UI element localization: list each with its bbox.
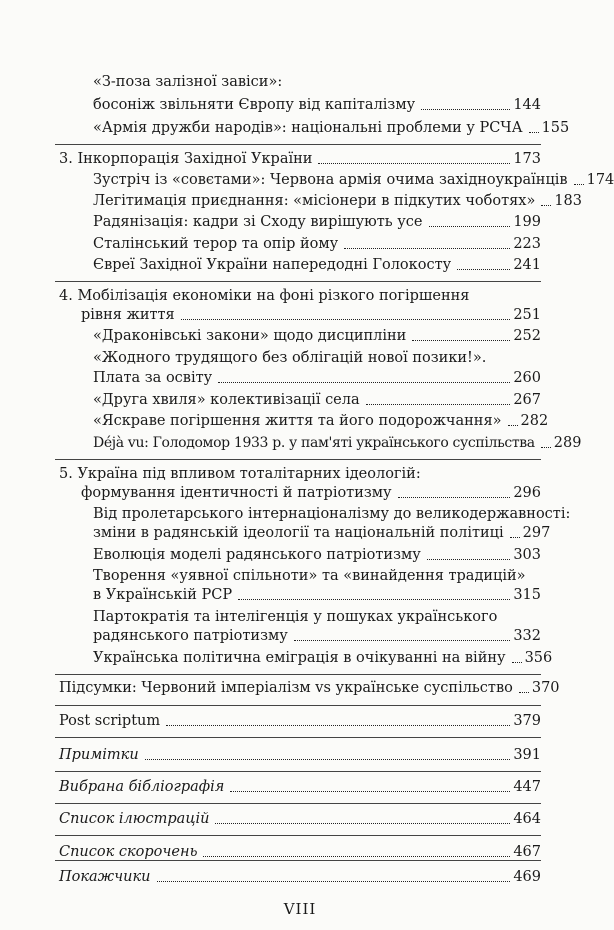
page-number: 464 (513, 811, 541, 827)
toc-entry (93, 369, 541, 387)
page-number: 332 (513, 628, 541, 644)
dot-leader (344, 248, 510, 249)
dot-leader (541, 205, 551, 206)
section-divider (55, 705, 541, 706)
toc-section-title: Post scriptum (59, 713, 161, 729)
page-number: 252 (513, 328, 541, 344)
toc-section-entry (59, 679, 560, 697)
toc-entry-title: Сталінський терор та опір йому (93, 236, 339, 252)
toc-entry (93, 213, 541, 231)
toc-backmatter-title: Список скорочень (59, 844, 198, 860)
dot-leader (157, 881, 511, 882)
page-number: 173 (513, 151, 541, 167)
page-number: 155 (541, 120, 570, 136)
toc-entry-title: радянського патріотизму (93, 628, 288, 644)
dot-leader (294, 640, 511, 641)
toc-entry (93, 171, 614, 189)
toc-section-entry (81, 306, 541, 324)
toc-section-title: рівня життя (81, 307, 175, 323)
toc-backmatter-title: Примітки (59, 747, 139, 763)
toc-section-title: Підсумки: Червоний імперіалізм vs українське суспільство (59, 680, 513, 696)
toc-backmatter-entry (59, 843, 541, 861)
toc-entry (93, 586, 541, 604)
dot-leader (203, 856, 510, 857)
toc-entry (93, 327, 541, 345)
page-number: 241 (513, 257, 541, 273)
toc-entry-title: Плата за освіту (93, 370, 213, 386)
page-number: 303 (513, 547, 541, 563)
dot-leader (429, 226, 511, 227)
toc-backmatter-entry (59, 746, 541, 764)
page-number: 379 (513, 713, 541, 729)
toc-entry (93, 256, 541, 274)
page-number: 223 (513, 236, 541, 252)
dot-leader (181, 319, 511, 320)
section-divider (55, 835, 541, 836)
toc-entry (93, 96, 541, 114)
dot-leader (318, 163, 510, 164)
toc-entry-title: Déjà vu: Голодомор 1933 р. у пам'яті українського суспільства (93, 435, 535, 451)
page-number: 296 (513, 485, 541, 501)
page-number: 315 (513, 587, 541, 603)
toc-entry-text: Партократія та інтелігенція у пошуках українського (93, 609, 498, 625)
page-number: 174 (586, 172, 614, 188)
toc-entry-title: «Яскраве погіршення життя та його подорожчання» (93, 413, 502, 429)
toc-entry-title: Євреї Західної України напередодні Голокосту (93, 257, 452, 273)
page-number: 469 (513, 869, 541, 885)
toc-entry-title: Легітимація приєднання: «місіонери в підкутих чоботях» (93, 193, 536, 209)
toc-entry (93, 192, 583, 210)
dot-leader (166, 725, 510, 726)
toc-backmatter-entry (59, 778, 541, 796)
dot-leader (457, 269, 510, 270)
dot-leader (574, 184, 584, 185)
toc-backmatter-entry (59, 810, 541, 828)
toc-entry (93, 649, 553, 667)
page-number: 356 (524, 650, 553, 666)
toc-entry-text: «З-поза залізної завіси»: (93, 74, 283, 90)
section-divider (55, 674, 541, 675)
toc-entry-title: босоніж звільняти Європу від капіталізму (93, 97, 416, 113)
page-number: 199 (513, 214, 541, 230)
dot-leader (230, 791, 510, 792)
toc-entry (93, 546, 541, 564)
toc-section-entry (59, 150, 541, 168)
toc-entry-title: Українська політична еміграція в очікуванні на війну (93, 650, 506, 666)
toc-entry-title: Еволюція моделі радянського патріотизму (93, 547, 421, 563)
toc-section-entry (59, 712, 541, 730)
page-number: 260 (513, 370, 541, 386)
dot-leader (366, 404, 511, 405)
page-number: 447 (513, 779, 541, 795)
toc-backmatter-title: Покажчики (59, 869, 151, 885)
section-divider (55, 860, 541, 861)
toc-section-title: 3. Інкорпорація Західної України (59, 151, 313, 167)
page-number: 297 (522, 525, 551, 541)
page-number: 467 (513, 844, 541, 860)
toc-section-entry (81, 484, 541, 502)
toc-entry (93, 434, 582, 452)
toc-entry-title: в Українській РСР (93, 587, 233, 603)
section-divider (55, 281, 541, 282)
page-number: 183 (554, 193, 583, 209)
toc-entry-title: «Друга хвиля» колективізації села (93, 392, 360, 408)
dot-leader (512, 662, 522, 663)
toc-entry-title: Радянізація: кадри зі Сходу вирішують усе (93, 214, 423, 230)
toc-entry (93, 235, 541, 253)
page-number: 370 (531, 680, 560, 696)
dot-leader (541, 447, 551, 448)
dot-leader (145, 759, 511, 760)
dot-leader (508, 425, 518, 426)
dot-leader (510, 537, 520, 538)
section-divider (55, 803, 541, 804)
toc-entry (93, 391, 541, 409)
dot-leader (412, 340, 510, 341)
toc-backmatter-title: Список ілюстрацій (59, 811, 210, 827)
page-number: 267 (513, 392, 541, 408)
dot-leader (421, 109, 510, 110)
toc-entry (93, 412, 549, 430)
page-folio: VIII (283, 900, 317, 918)
dot-leader (398, 497, 511, 498)
dot-leader (427, 559, 511, 560)
toc-entry (93, 627, 541, 645)
section-divider (55, 771, 541, 772)
page-number: 282 (520, 413, 549, 429)
section-divider (55, 459, 541, 460)
toc-section-title: 5. Україна під впливом тоталітарних ідеологій: (59, 466, 421, 482)
toc-entry-text: «Жодного трудящого без облігацій нової позики!». (93, 350, 487, 366)
toc-entry-text: Творення «уявної спільноти» та «винайдення традицій» (93, 568, 526, 584)
dot-leader (218, 382, 510, 383)
page-number: 289 (553, 435, 582, 451)
dot-leader (529, 132, 539, 133)
toc-backmatter-entry (59, 868, 541, 886)
toc-backmatter-title: Вибрана бібліографія (59, 779, 225, 795)
toc-entry (93, 119, 570, 137)
page-number: 144 (513, 97, 541, 113)
toc-section-title: 4. Мобілізація економіки на фоні різкого погіршення (59, 288, 470, 304)
page-number: 251 (513, 307, 541, 323)
toc-entry-title: Зустріч із «совєтами»: Червона армія очима західноукраїнців (93, 172, 568, 188)
toc-entry-title: «Драконівські закони» щодо дисципліни (93, 328, 407, 344)
toc-entry-title: зміни в радянській ідеології та національній політиці (93, 525, 504, 541)
dot-leader (519, 692, 529, 693)
section-divider (55, 144, 541, 145)
toc-entry-title: «Армія дружби народів»: національні проблеми у РСЧА (93, 120, 523, 136)
toc-entry-text: Від пролетарського інтернаціоналізму до великодержавності: (93, 506, 571, 522)
dot-leader (238, 599, 510, 600)
toc-entry (93, 524, 551, 542)
section-divider (55, 737, 541, 738)
page-number: 391 (513, 747, 541, 763)
dot-leader (215, 823, 510, 824)
toc-section-title: формування ідентичності й патріотизму (81, 485, 392, 501)
